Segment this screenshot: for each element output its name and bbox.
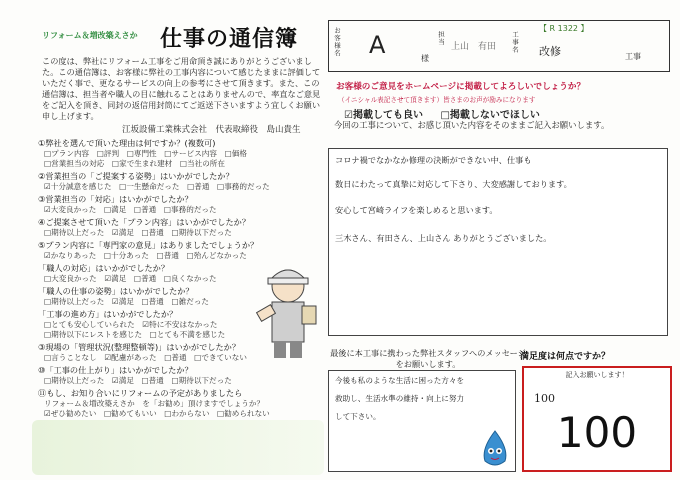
staff-prompt: 最後に本工事に携わった弊社スタッフへのメッセージをお願いします。 [330, 348, 526, 369]
brand-label: リフォーム＆増改築えさか [42, 31, 138, 40]
comment-line: 三木さん、有田さん、上山さん ありがとうございました。 [335, 233, 552, 243]
question-5-options[interactable]: ☑かなりあった □十分あった □普通 □殆んどなかった [44, 251, 247, 260]
satisfaction-question: 満足度は何点ですか？ [520, 352, 611, 362]
koji-value: 改修 [539, 45, 561, 58]
customer-value: A [369, 31, 386, 59]
comment-line: コロナ禍でなかなか修理の決断ができない中、仕事も [335, 155, 532, 165]
staff-line: 今後も私のような生活に困った方々を [335, 376, 465, 385]
consent-options [344, 106, 540, 121]
recommend-band [32, 420, 324, 475]
question-8: 「工事の進め方」はいかがでしたか？ [38, 309, 178, 319]
question-5: ⑤プラン内容に「専門家の意見」はありましたでしょうか？ [38, 240, 259, 250]
question-8-options[interactable]: □とても安心していられた ☑特に不安はなかった [44, 320, 218, 329]
consent-note: （イニシャル表記させて頂きます）皆さまのお声が励みになります [338, 96, 536, 104]
tanto-label: 担当 [437, 31, 445, 46]
customer-label: お客様名 [333, 27, 341, 57]
mascot-icon [479, 429, 511, 469]
question-2-options[interactable]: ☑十分誠意を感じた □一生懸命だった □普通 □事務的だった [44, 182, 270, 191]
consent-no-checkbox[interactable]: □掲載しないでほしい [440, 110, 540, 121]
comment-prompt: 今回の工事について、お感じ頂いた内容をそのままご記入お願いします。 [334, 120, 610, 130]
sama-label: 様 [421, 54, 429, 63]
staff-message-box[interactable] [328, 370, 516, 472]
question-9: ③現場の「管理状況(整理整頓等)」はいかがでしたか？ [38, 342, 241, 352]
question-2: ②営業担当の「ご提案する姿勢」はいかがでしたか？ [38, 171, 234, 181]
question-11: ⑪もし、お知り合いにリフォームの予定がありましたら [38, 388, 243, 398]
consent-question: お客様のご意見をホームページに掲載してよろしいでしょうか？ [336, 82, 586, 92]
satisfaction-label: 記入お願いします！ [565, 371, 629, 379]
staff-line: して下さい。 [335, 412, 381, 421]
worker-illustration [252, 260, 324, 360]
comment-box[interactable] [328, 148, 668, 336]
question-3-options[interactable]: ☑大変良かった □満足 □普通 □事務的だった [44, 205, 217, 214]
satisfaction-box[interactable] [522, 366, 672, 472]
left-panel [32, 20, 324, 470]
question-6-options[interactable]: □大変良かった ☑満足 □普通 □良くなかった [44, 274, 217, 283]
question-4-options[interactable]: □期待以上だった ☑満足 □普通 □期待以下だった [44, 228, 232, 237]
satisfaction-handwritten: 100 [534, 392, 555, 405]
question-1-options[interactable]: □営業担当の対応 □家で生まれ建材 □当社の所在 [44, 159, 225, 168]
koji-label: 工事名 [511, 31, 519, 54]
page-title: 仕事の通信簿 [160, 27, 299, 52]
question-1-options[interactable]: □プラン内容 □評判 □専門性 □サービス内容 □価格 [44, 149, 247, 158]
header-box [328, 20, 670, 72]
staff-line: 救助し、生活水準の維持・向上に努力 [335, 394, 465, 403]
question-4: ④ご提案させて頂いた「プラン内容」はいかがでしたか？ [38, 217, 251, 227]
intro-text: この度は、弊社にリフォーム工事をご用命頂き誠にありがとうございました。この通信簿は、お客様に弊社の工事内容について感じたままに評価していただく事で、更なるサービスの向上の参考にさせて頂きます。また、この通信簿は、担当者や職人の目に触れることはありませんので、率直なご意見をご記入を頂き、同封の返信用封筒にてご返送下さいますよう宜しくお願い申し上げます。 [42, 56, 321, 121]
satisfaction-score: 100 [556, 408, 638, 457]
question-8-options[interactable]: □期待以下にレストを感じた □とても不満を感じた [44, 330, 226, 339]
consent-yes-checkbox[interactable]: ☑掲載しても良い [344, 110, 423, 121]
question-6: 「職人の対応」はいかがでしたか？ [38, 263, 170, 273]
question-9-options[interactable]: □言うことなし ☑配慮があった □普通 □できていない [44, 353, 247, 362]
question-11-options[interactable]: ☑ぜひ勧めたい □勧めてもいい □わからない □勧められない [44, 409, 270, 418]
question-7: 「職人の仕事の姿勢」はいかがでしたか？ [38, 286, 194, 296]
right-panel [328, 20, 668, 470]
signature: 江坂設備工業株式会社 代表取締役 島山貴生 [122, 125, 301, 135]
tanto-value: 上山 有田 [451, 42, 497, 52]
question-10: ⑩「工事の仕上がり」はいかがでしたか？ [38, 365, 193, 375]
koji-suffix: 工事 [625, 52, 641, 61]
question-7-options[interactable]: □期待以上だった ☑満足 □普通 □雑だった [44, 297, 210, 306]
comment-line: 数日にわたって真摯に対応して下さり、大変感謝しております。 [335, 179, 572, 189]
question-3: ③営業担当の「対応」はいかがでしたか？ [38, 194, 193, 204]
reference-number: 【 R 1322 】 [539, 24, 589, 33]
question-1: ①弊社を選んで頂いた理由は何ですか？(複数可) [38, 138, 216, 148]
question-10-options[interactable]: □期待以上だった ☑満足 □普通 □期待以下だった [44, 376, 232, 385]
comment-line: 安心して宮崎ライフを楽しめると思います。 [335, 205, 498, 215]
question-11-options[interactable]: リフォーム＆増改築えさか を「お勧め」頂けますでしょうか？ [44, 399, 265, 408]
